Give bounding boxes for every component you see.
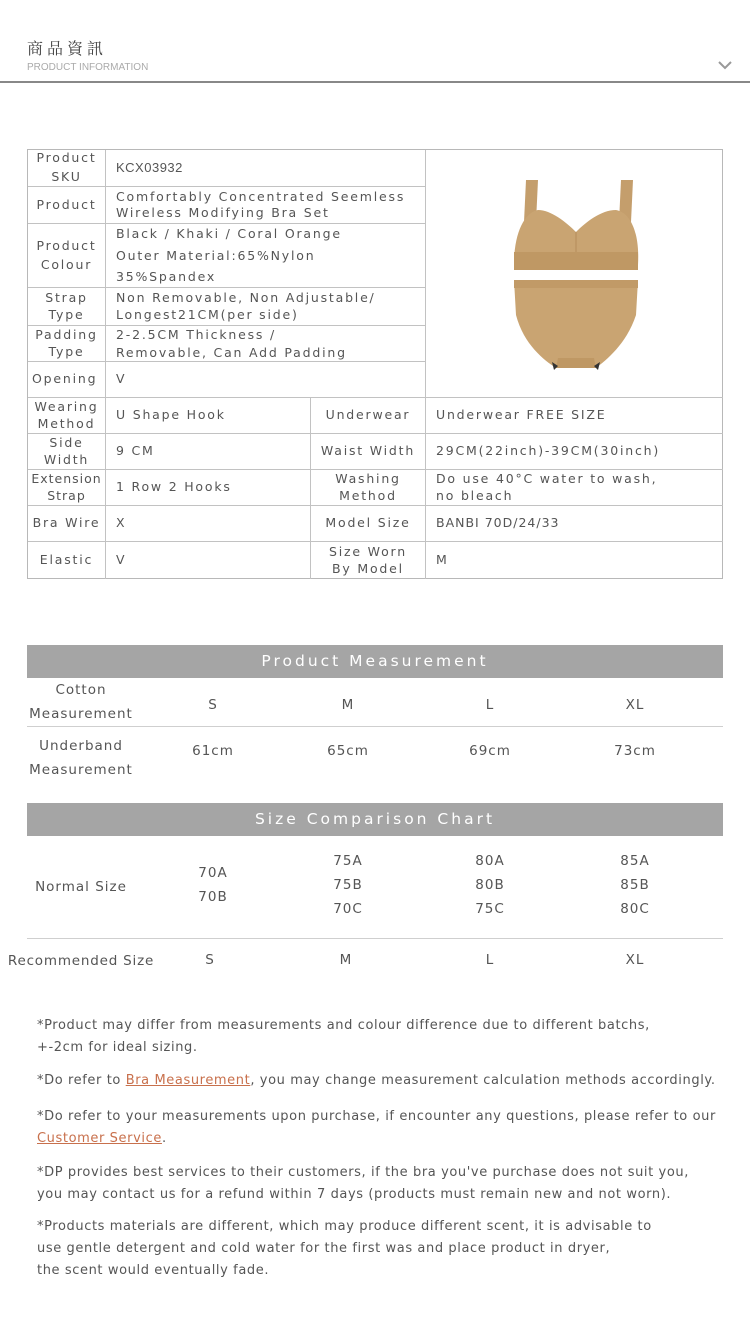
extension-value: 1 Row 2 Hooks [106, 470, 311, 506]
normal-l: 80B [475, 877, 505, 893]
product-image [426, 150, 723, 398]
washing-value-line: no bleach [436, 487, 514, 503]
header-divider [0, 81, 750, 83]
padding-value-line: 2-2.5CM Thickness / [116, 327, 276, 342]
size-s: S [208, 697, 218, 713]
note-customer-service [37, 1106, 727, 1150]
note-line: the scent would eventually fade. [37, 1263, 270, 1278]
normal-xl: 85A [620, 853, 650, 869]
note-line: +-2cm for ideal sizing. [37, 1040, 198, 1055]
note-line: *Products materials are different, which may produce different scent, it is advisable to [37, 1219, 652, 1234]
underband-l: 69cm [469, 743, 511, 759]
underband-m: 65cm [327, 743, 369, 759]
washing-label: Washing Method [311, 470, 426, 506]
waist-width-label: Waist Width [311, 434, 426, 470]
material-value: Outer Material:65%Nylon 35%Spandex [116, 247, 316, 285]
underwear-label: Underwear [311, 398, 426, 434]
note-refund [37, 1162, 727, 1206]
product-label: Product [28, 187, 106, 224]
spec-table [27, 149, 723, 579]
model-size-label: Model Size [311, 506, 426, 542]
normal-s: 70A [198, 865, 228, 881]
comparison-divider [27, 938, 723, 939]
side-width-label: Side Width [28, 434, 106, 470]
waist-width-value: 29CM(22inch)-39CM(30inch) [426, 434, 723, 470]
recommended-xl: XL [625, 952, 645, 968]
normal-xl: 85B [620, 877, 650, 893]
underband-label-line: Underband [39, 738, 123, 754]
recommended-l: L [485, 952, 495, 968]
worn-value: M [436, 552, 449, 568]
size-m: M [341, 697, 355, 713]
note-text: , you may change measurement calculation methods accordingly. [250, 1073, 716, 1088]
opening-value: V [106, 362, 426, 398]
cotton-label-line: Cotton [55, 682, 107, 698]
note-scent [37, 1216, 727, 1282]
model-size-value: BANBI 70D/24/33 [426, 506, 723, 542]
measurement-title: Product Measurement [27, 645, 723, 678]
padding-value-cell [106, 326, 426, 362]
cotton-label-line: Measurement [29, 706, 133, 722]
wearing-value: U Shape Hook [106, 398, 311, 434]
strap-value-line: Non Removable, Non Adjustable/ [116, 290, 376, 306]
recommended-s: S [205, 952, 215, 968]
note-line: *DP provides best services to their customers, if the bra you've purchase does not suit you, [37, 1165, 689, 1180]
size-l: L [485, 697, 495, 713]
strap-label: Strap Type [28, 288, 106, 326]
recommended-m: M [339, 952, 353, 968]
underband-xl: 73cm [614, 743, 656, 759]
bra-set-image [426, 150, 723, 398]
chevron-down-icon[interactable] [718, 58, 732, 72]
underband-label-line: Measurement [29, 762, 133, 778]
strap-value-cell [106, 288, 426, 326]
note-bra-measurement [37, 1070, 727, 1092]
normal-m: 70C [333, 901, 363, 917]
note-text: . [161, 1131, 167, 1146]
normal-m: 75A [333, 853, 363, 869]
measurement-divider [27, 726, 723, 727]
wire-label: Bra Wire [28, 506, 106, 542]
colour-label: Product Colour [28, 224, 106, 288]
elastic-label: Elastic [28, 542, 106, 579]
sku-value: KCX03932 [106, 150, 426, 187]
section-header [0, 0, 750, 83]
padding-value-line: Removable, Can Add Padding [116, 344, 347, 360]
normal-l: 80A [475, 853, 505, 869]
washing-value-cell [426, 470, 723, 506]
customer-service-link[interactable]: Customer Service [37, 1131, 162, 1146]
wire-value: X [106, 506, 311, 542]
underband-s: 61cm [192, 743, 234, 759]
note-line: use gentle detergent and cold water for the first was and place product in dryer, [37, 1241, 611, 1256]
padding-label: Padding Type [28, 326, 106, 362]
note-line: you may contact us for a refund within 7 days (products must remain new and not worn). [37, 1187, 672, 1202]
side-width-value: 9 CM [106, 434, 311, 470]
normal-xl: 80C [620, 901, 650, 917]
bra-measurement-link[interactable]: Bra Measurement [125, 1073, 251, 1088]
colour-value: Black / Khaki / Coral Orange [116, 225, 342, 241]
note-text: *Do refer to [37, 1073, 126, 1088]
size-xl: XL [625, 697, 645, 713]
normal-m: 75B [333, 877, 363, 893]
normal-s: 70B [198, 889, 228, 905]
recommended-size-label: Recommended Size [7, 953, 155, 969]
note-sizing [37, 1015, 727, 1059]
note-line: *Product may differ from measurements and colour difference due to different batchs, [37, 1018, 650, 1033]
strap-value-line: Longest21CM(per side) [116, 306, 299, 322]
normal-size-label: Normal Size [35, 879, 127, 895]
washing-value-line: Do use 40°C water to wash, [436, 471, 658, 487]
wearing-label: Wearing Method [28, 398, 106, 434]
opening-label: Opening [28, 362, 106, 398]
section-subtitle: PRODUCT INFORMATION [27, 62, 149, 73]
comparison-title: Size Comparison Chart [27, 803, 723, 836]
colour-value-cell [106, 224, 426, 288]
extension-label: Extension Strap [28, 470, 106, 506]
section-title: 商品資訊 [27, 39, 108, 58]
worn-label: Size Worn By Model [311, 542, 426, 579]
normal-l: 75C [475, 901, 505, 917]
product-value: Comfortably Concentrated Seemless Wireless Modifying Bra Set [106, 187, 426, 224]
note-line: *Do refer to your measurements upon purchase, if encounter any questions, please refer to our [37, 1109, 716, 1124]
underwear-value: Underwear FREE SIZE [426, 398, 723, 434]
elastic-value: V [106, 542, 311, 579]
sku-label: Product SKU [28, 150, 106, 187]
